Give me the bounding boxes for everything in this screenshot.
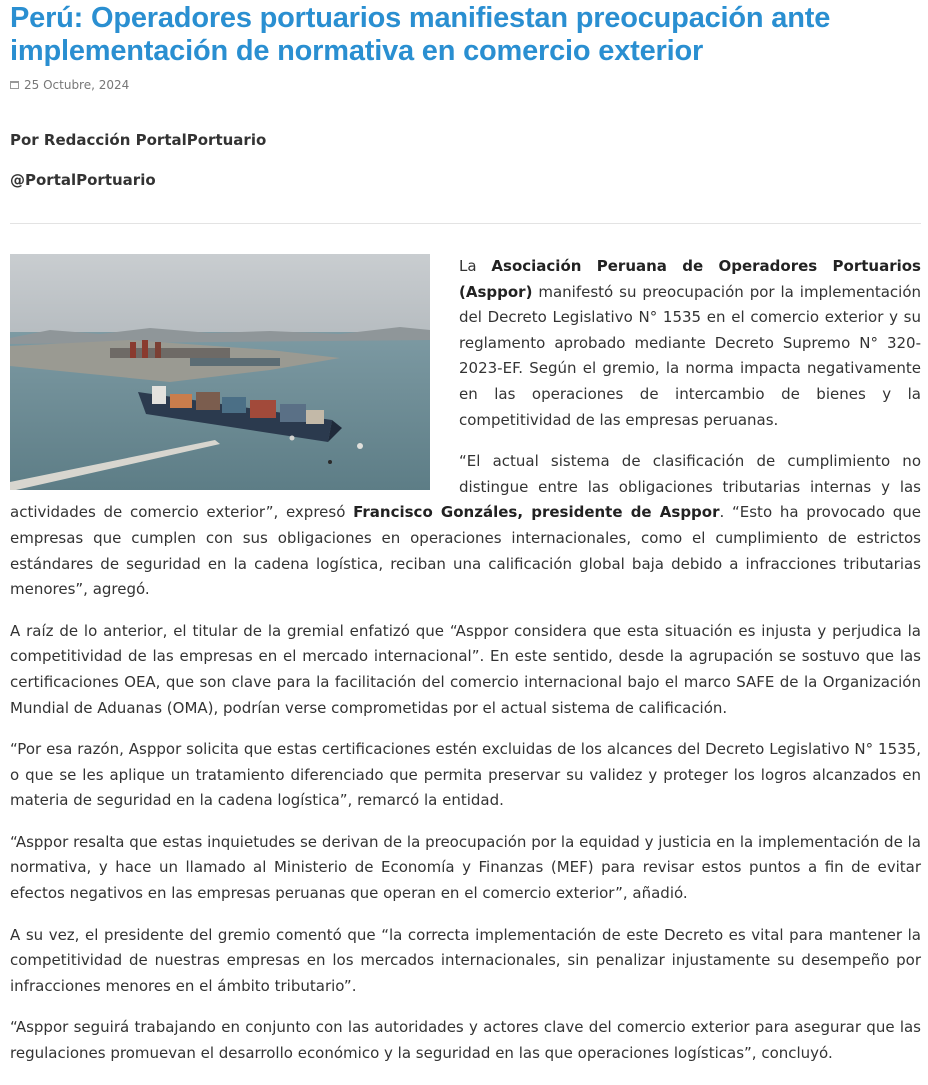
paragraph-3: A raíz de lo anterior, el titular de la gremial enfatizó que “Asppor considera que esta situación es injusta y perjudica la competitividad de las empresas en el mercado internacional”. En este sentido, desde la agrupación se sostuvo que las certificaciones OEA, que son clave para la facilitación del comercio internacional bajo el marco SAFE de la Organización Mundial de Aduanas (OMA), podrían verse comprometidas por el actual sistema de calificación. bbox=[10, 621, 921, 717]
paragraph-7: “Asppor seguirá trabajando en conjunto con las autoridades y actores clave del comercio exterior para asegurar que las regulaciones promuevan el desarrollo económico y la seguridad en las que operaciones logísticas”, concluyó. bbox=[10, 1018, 921, 1063]
p1-strong: Asociación Peruana de Operadores Portuarios (Asppor) bbox=[459, 257, 921, 301]
divider bbox=[10, 223, 921, 224]
byline: Por Redacción PortalPortuario bbox=[10, 131, 267, 149]
paragraph-5: “Asppor resalta que estas inquietudes se derivan de la preocupación por la equidad y justicia en la implementación de la normativa, y hace un llamado al Ministerio de Economía y Finanzas (MEF) para revisar estos puntos a fin de evitar efectos negativos en las empresas peruanas que operan en el comercio exterior”, añadió. bbox=[10, 832, 921, 903]
paragraph-6: A su vez, el presidente del gremio comentó que “la correcta implementación de este Decreto es vital para mantener la competitividad de nuestras empresas en los mercados internacionales, sin penalizar injustamente su desempeño por infracciones menores en el ámbito tributario”. bbox=[10, 925, 921, 995]
p2-text-c: . “Esto ha provocado que empresas que cumplen con sus obligaciones en operaciones internacionales, como el cumplimiento de estrictos estándares de seguridad en la cadena logística, reciban una calificación global baja debido a infracciones tributarias menores”, agregó. bbox=[10, 503, 921, 599]
article-date bbox=[10, 78, 921, 92]
p2-strong: Francisco Gonzáles, presidente de Asppor bbox=[353, 503, 720, 522]
date-text: 25 Octubre, 2024 bbox=[24, 78, 130, 92]
article-body bbox=[10, 254, 921, 1067]
article bbox=[10, 0, 921, 1083]
paragraph-4: “Por esa razón, Asppor solicita que estas certificaciones estén excluidas de los alcances del Decreto Legislativo N° 1535, o que se les aplique un tratamiento diferenciado que permita preservar su validez y proteger los logros alcanzados en materia de seguridad en la cadena logística”, remarcó la entidad. bbox=[10, 740, 921, 810]
p2-text-a: “El actual sistema de clasificación de cumplimiento no distingue entre las obligaciones tributarias internas y las actividades de comercio exterior”, expresó bbox=[10, 452, 921, 522]
p1-text-c: manifestó su preocupación por la implementación del Decreto Legislativo N° 1535 en el comercio exterior y su reglamento aprobado mediante Decreto Supremo N° 320-2023-EF. Según el gremio, la norma impacta negativamente en las operaciones de intercambio de bienes y la competitividad de las empresas peruanas. bbox=[459, 282, 921, 429]
sky bbox=[10, 254, 430, 336]
p1-text-a: La bbox=[459, 257, 492, 275]
container-ship-photo bbox=[10, 254, 430, 490]
calendar-icon bbox=[10, 81, 19, 89]
article-title: Perú: Operadores portuarios manifiestan preocupación ante implementación de normativa en comercio exterior bbox=[10, 2, 831, 67]
social-handle[interactable]: @PortalPortuario bbox=[10, 171, 156, 189]
